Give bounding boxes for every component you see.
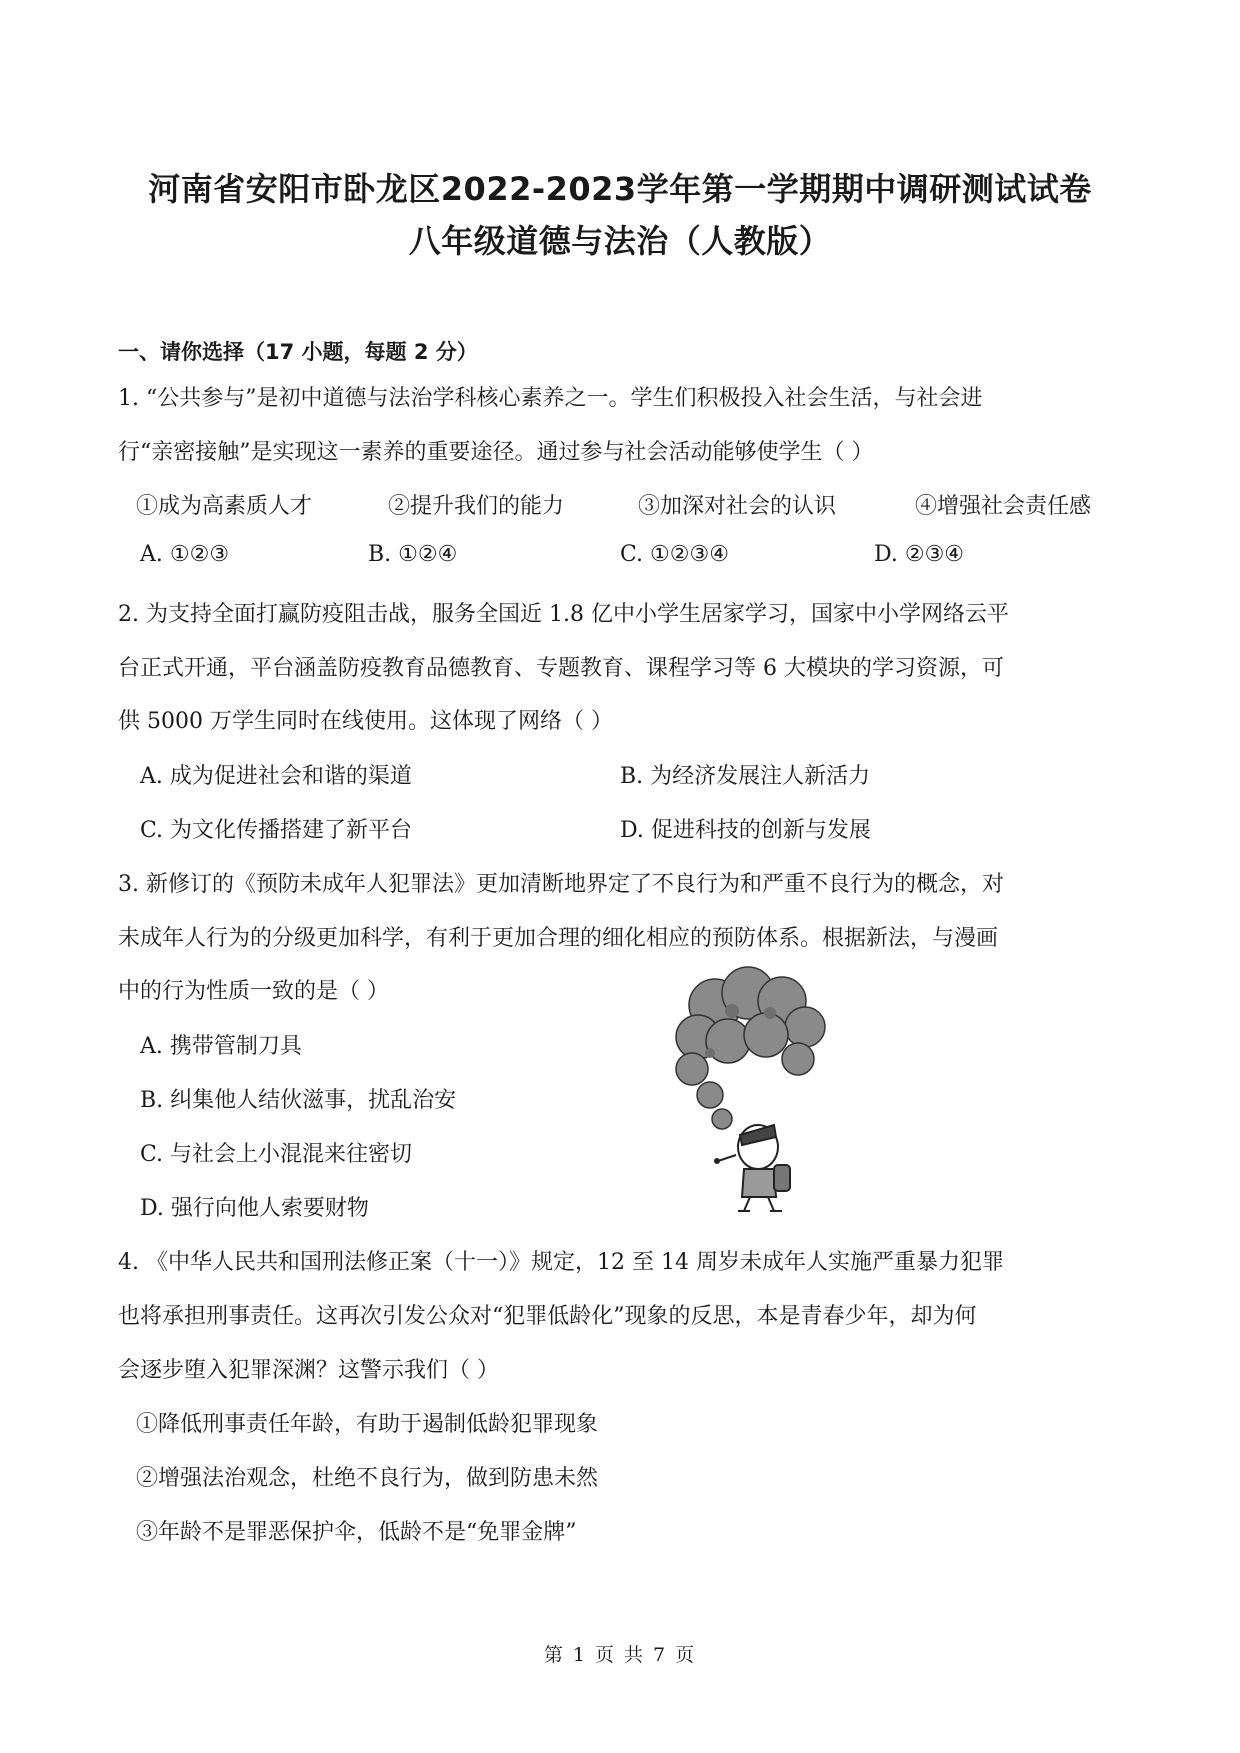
q1-option-a: A. ①②③ bbox=[140, 542, 230, 567]
q2-option-b: B. 为经济发展注人新活力 bbox=[620, 764, 871, 789]
q4-stem-line1: 4. 《中华人民共和国刑法修正案（十一）》规定，12 至 14 周岁未成年人实施严重暴力犯罪 bbox=[118, 1250, 1004, 1275]
q2-option-d: D. 促进科技的创新与发展 bbox=[620, 818, 871, 843]
q1-item-4: ④增强社会责任感 bbox=[915, 494, 1092, 519]
q1-option-d: D. ②③④ bbox=[874, 542, 965, 567]
smoke-cloud-icon bbox=[676, 967, 825, 1129]
exam-title: 河南省安阳市卧龙区2022-2023学年第一学期期中调研测试试卷 bbox=[148, 170, 1092, 208]
q1-stem-line1: 1. “公共参与”是初中道德与法治学科核心素养之一。学生们积极投入社会生活，与社会进 bbox=[118, 386, 983, 411]
boy-figure-icon bbox=[715, 1125, 790, 1211]
q3-option-d: D. 强行向他人索要财物 bbox=[140, 1196, 369, 1221]
q4-stem-line2: 也将承担刑事责任。这再次引发公众对“犯罪低龄化”现象的反思，本是青春少年，却为何 bbox=[118, 1304, 977, 1329]
q1-item-3: ③加深对社会的认识 bbox=[638, 494, 837, 519]
q1-option-c: C. ①②③④ bbox=[620, 542, 729, 567]
q2-option-c: C. 为文化传播搭建了新平台 bbox=[140, 818, 413, 843]
q1-stem-line2: 行“亲密接触”是实现这一素养的重要途径。通过参与社会活动能够使学生（ ） bbox=[118, 440, 874, 465]
smoking-boy-cartoon bbox=[670, 965, 835, 1215]
q2-stem-line1: 2. 为支持全面打赢防疫阻击战，服务全国近 1.8 亿中小学生居家学习，国家中小学网络云平 bbox=[118, 602, 1009, 627]
q3-option-b: B. 纠集他人结伙滋事，扰乱治安 bbox=[140, 1088, 457, 1113]
q4-stem-line3: 会逐步堕入犯罪深渊？这警示我们（ ） bbox=[118, 1358, 499, 1383]
section-heading: 一、请你选择（17 小题，每题 2 分） bbox=[118, 340, 478, 364]
q1-item-1: ①成为高素质人才 bbox=[136, 494, 313, 519]
q2-option-a: A. 成为促进社会和谐的渠道 bbox=[140, 764, 412, 789]
exam-subtitle: 八年级道德与法治（人教版） bbox=[408, 222, 832, 260]
q3-stem-line1: 3. 新修订的《预防未成年人犯罪法》更加清断地界定了不良行为和严重不良行为的概念，对 bbox=[118, 872, 1004, 897]
q3-stem-line2: 未成年人行为的分级更加科学，有利于更加合理的细化相应的预防体系。根据新法，与漫画 bbox=[118, 926, 999, 951]
q3-stem-line3: 中的行为性质一致的是（ ） bbox=[118, 979, 389, 1004]
q1-option-b: B. ①②④ bbox=[368, 542, 458, 567]
q3-option-a: A. 携带管制刀具 bbox=[140, 1034, 302, 1059]
q4-item-2: ②增强法治观念，杜绝不良行为，做到防患未然 bbox=[136, 1466, 599, 1491]
q3-option-c: C. 与社会上小混混来往密切 bbox=[140, 1142, 413, 1167]
q2-stem-line2: 台正式开通，平台涵盖防疫教育品德教育、专题教育、课程学习等 6 大模块的学习资源，可 bbox=[118, 656, 1004, 681]
page-number: 第 1 页 共 7 页 bbox=[543, 1644, 697, 1666]
q4-item-1: ①降低刑事责任年龄，有助于遏制低龄犯罪现象 bbox=[136, 1412, 599, 1437]
q1-item-2: ②提升我们的能力 bbox=[388, 494, 565, 519]
q2-stem-line3: 供 5000 万学生同时在线使用。这体现了网络（ ） bbox=[118, 709, 613, 734]
q4-item-3: ③年龄不是罪恶保护伞，低龄不是“免罪金牌” bbox=[136, 1520, 577, 1545]
